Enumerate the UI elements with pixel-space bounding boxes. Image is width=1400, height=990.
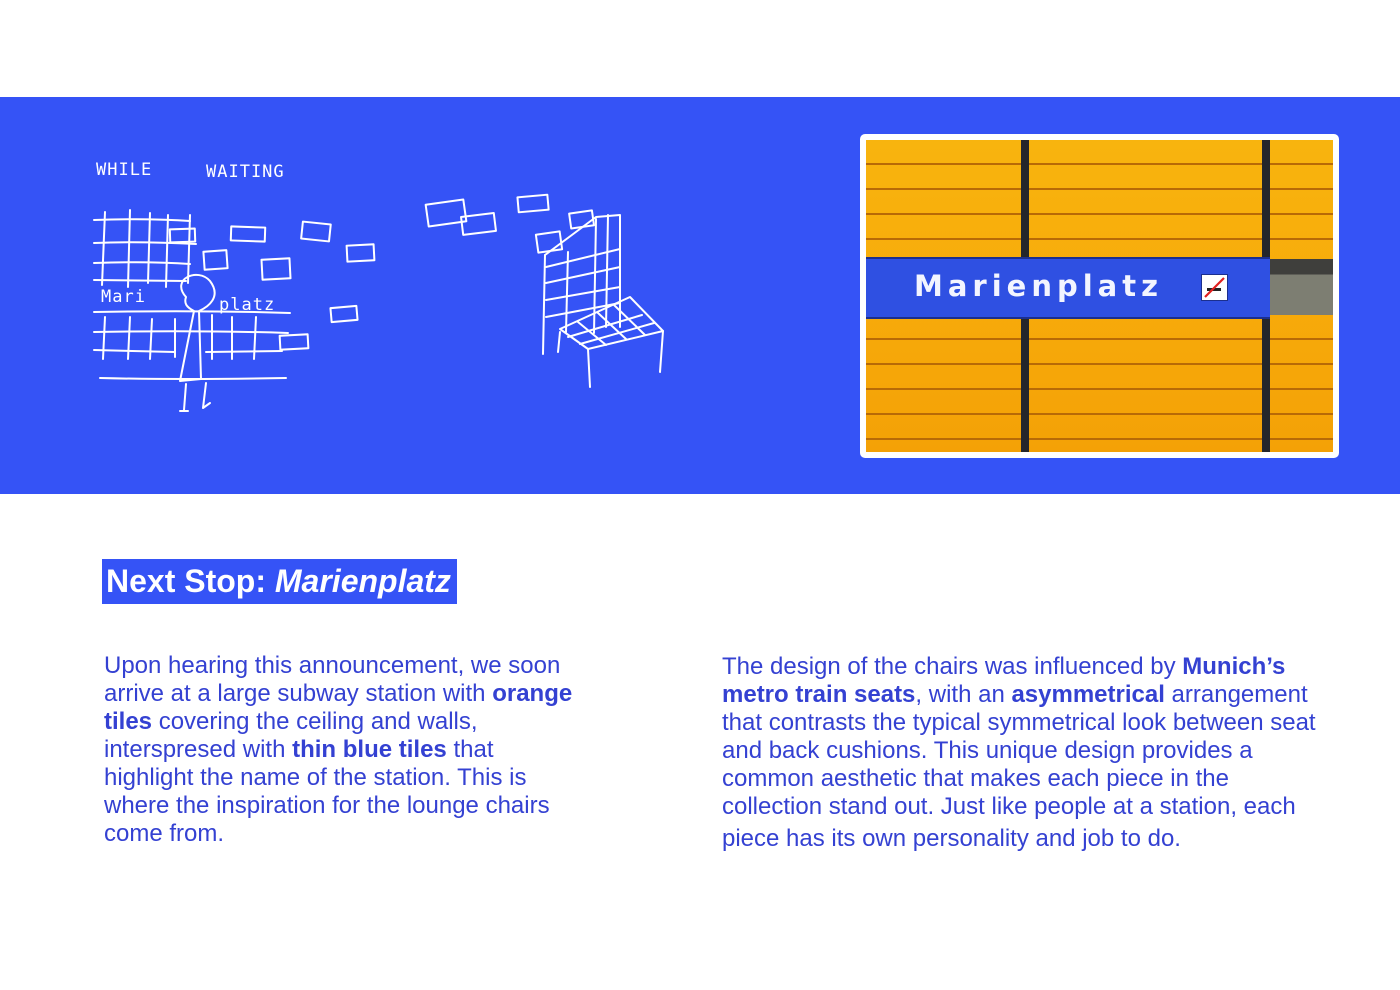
station-photo bbox=[866, 140, 1333, 452]
sketch-caption-word-1: WHILE bbox=[96, 160, 153, 180]
design-paragraph bbox=[722, 653, 1322, 853]
design-text-4: piece has its own personality and job to do. bbox=[722, 825, 1181, 852]
hero-banner bbox=[0, 97, 1400, 494]
intro-paragraph bbox=[104, 652, 584, 848]
wall-gap bbox=[1270, 259, 1333, 315]
sketch-caption-word-2: WAITING bbox=[206, 162, 285, 182]
sketch-sign-part-1: Mari bbox=[101, 287, 146, 307]
intro-text-2: covering the ceiling and walls, interspresed with bbox=[104, 708, 478, 763]
intro-highlight-blue-tiles: thin blue tiles bbox=[292, 736, 447, 763]
station-name-sign bbox=[866, 257, 1270, 319]
intro-text-1: Upon hearing this announcement, we soon arrive at a large subway station with bbox=[104, 652, 561, 707]
no-smoking-icon bbox=[1201, 274, 1228, 301]
station-photo-frame bbox=[860, 134, 1339, 458]
sketch-sign-part-2: platz bbox=[219, 295, 276, 315]
title-station-name: Marienplatz bbox=[274, 563, 451, 599]
section-title bbox=[102, 559, 457, 604]
station-name: Marienplatz bbox=[914, 269, 1163, 303]
intro-text-3: that highlight the name of the station. This is where the inspiration for the lounge chairs come from. bbox=[104, 736, 550, 847]
design-text-2: , with an bbox=[915, 681, 1012, 708]
design-text-1: The design of the chairs was influenced by bbox=[722, 653, 1183, 680]
title-prefix: Next Stop: bbox=[106, 563, 275, 599]
intro-highlight-orange-tiles: orange tiles bbox=[104, 680, 573, 735]
design-text-3: arrangement that contrasts the typical symmetrical look between seat and back cushions. This unique design provides a common aesthetic that makes each piece in the collection stand out. Just like people at a station, each bbox=[722, 681, 1316, 820]
design-highlight-asymmetrical: asymmetrical bbox=[1011, 681, 1165, 708]
design-highlight-metro-seats: Munich’s metro train seats bbox=[722, 653, 1286, 708]
